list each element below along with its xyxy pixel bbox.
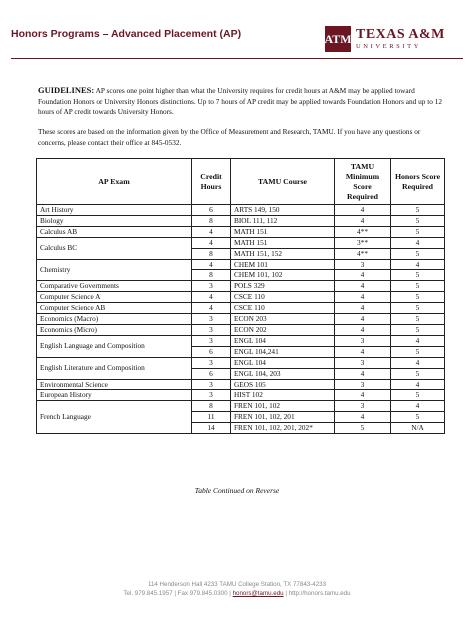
table-row [37,259,445,270]
minimum-score-cell: 4 [335,215,391,226]
table-row [37,314,445,325]
minimum-score-cell: 4** [335,248,391,259]
credit-hours-cell: 3 [192,379,231,390]
honors-score-cell: 5 [391,412,445,423]
guidelines-paragraph [38,85,443,118]
table-row [37,281,445,292]
minimum-score-cell: 4 [335,390,391,401]
ap-exam-cell: Calculus BC [37,237,192,259]
credit-hours-cell: 6 [192,205,231,216]
honors-score-cell: 5 [391,346,445,357]
ap-exam-cell: Chemistry [37,259,192,281]
ap-exam-cell: Computer Science A [37,292,192,303]
minimum-score-cell: 4 [335,346,391,357]
ap-exam-cell: Computer Science AB [37,303,192,314]
tamu-course-cell: ENGL 104 [231,357,335,368]
column-header-credit-hours: Credit Hours [192,159,231,205]
tamu-course-cell: FREN 101, 102, 201, 202* [231,423,335,434]
university-logo [325,24,451,54]
honors-score-cell: 4 [391,259,445,270]
honors-score-cell: 5 [391,303,445,314]
credit-hours-cell: 11 [192,412,231,423]
ap-credit-table [36,158,445,434]
minimum-score-cell: 4 [335,412,391,423]
honors-score-cell: 5 [391,226,445,237]
credit-hours-cell: 4 [192,226,231,237]
tamu-course-cell: CSCE 110 [231,292,335,303]
tamu-course-cell: ECON 203 [231,314,335,325]
ap-exam-cell: English Literature and Composition [37,357,192,379]
table-row [37,303,445,314]
honors-score-cell: 4 [391,335,445,346]
page-title: Honors Programs – Advanced Placement (AP) [11,28,242,40]
credit-hours-cell: 3 [192,357,231,368]
table-body [37,205,445,434]
column-header-minimum-score: TAMU Minimum Score Required [335,159,391,205]
logo-wordmark [356,28,445,51]
tamu-course-cell: CSCE 110 [231,303,335,314]
minimum-score-cell: 4** [335,226,391,237]
tamu-course-cell: CHEM 101 [231,259,335,270]
minimum-score-cell: 4 [335,281,391,292]
table-row [37,205,445,216]
tamu-course-cell: BIOL 111, 112 [231,215,335,226]
column-header-ap-exam: AP Exam [37,159,192,205]
ap-exam-cell: Biology [37,215,192,226]
credit-hours-cell: 6 [192,368,231,379]
honors-score-cell: 5 [391,390,445,401]
tamu-course-cell: CHEM 101, 102 [231,270,335,281]
table-row [37,379,445,390]
guidelines-text: AP scores one point higher than what the University requires for credit hours at A&M may be applied toward Foundation Honors or University Honors distinctions. Up to 7 hours of AP credit may be applied towards Foundation Honors and up to 12 hours of AP credit towards University Honors. [38,86,443,116]
contact-note: These scores are based on the information given by the Office of Measurement and Research, TAMU. If you have any questions or concerns, please contact their office at 845-0532. [38,127,421,147]
logo-mark-icon: ATM [325,26,351,52]
credit-hours-cell: 14 [192,423,231,434]
minimum-score-cell: 3 [335,335,391,346]
table-row [37,237,445,248]
minimum-score-cell: 3 [335,357,391,368]
table-row [37,401,445,412]
table-row [37,357,445,368]
honors-score-cell: 4 [391,401,445,412]
credit-hours-cell: 6 [192,346,231,357]
tamu-course-cell: ENGL 104, 203 [231,368,335,379]
honors-score-cell: 5 [391,281,445,292]
tamu-course-cell: ENGL 104,241 [231,346,335,357]
tamu-course-cell: MATH 151 [231,226,335,237]
footer-phone-fax: Tel. 979.845.1957 | Fax 979.845.0300 | [123,590,233,597]
ap-exam-cell: Comparative Governments [37,281,192,292]
minimum-score-cell: 3** [335,237,391,248]
table-row [37,292,445,303]
minimum-score-cell: 3 [335,401,391,412]
minimum-score-cell: 4 [335,314,391,325]
credit-hours-cell: 3 [192,390,231,401]
honors-score-cell: N/A [391,423,445,434]
tamu-course-cell: GEOS 105 [231,379,335,390]
minimum-score-cell: 3 [335,259,391,270]
ap-exam-cell: Environmental Science [37,379,192,390]
ap-exam-cell: Calculus AB [37,226,192,237]
tamu-course-cell: ECON 202 [231,324,335,335]
column-header-honors-score: Honors Score Required [391,159,445,205]
honors-score-cell: 5 [391,292,445,303]
credit-hours-cell: 4 [192,259,231,270]
credit-hours-cell: 3 [192,281,231,292]
honors-score-cell: 5 [391,324,445,335]
footer-separator: | [283,590,289,597]
footer-email-link[interactable]: honors@tamu.edu [232,590,284,597]
minimum-score-cell: 3 [335,379,391,390]
tamu-course-cell: ENGL 104 [231,335,335,346]
ap-exam-cell: English Language and Composition [37,335,192,357]
table-row [37,335,445,346]
credit-hours-cell: 3 [192,335,231,346]
credit-hours-cell: 8 [192,215,231,226]
tamu-course-cell: HIST 102 [231,390,335,401]
footer-contact [0,590,474,597]
credit-hours-cell: 8 [192,248,231,259]
minimum-score-cell: 4 [335,368,391,379]
honors-score-cell: 5 [391,368,445,379]
table-continued-note: Table Continued on Reverse [194,486,280,495]
minimum-score-cell: 4 [335,303,391,314]
honors-score-cell: 5 [391,270,445,281]
credit-hours-cell: 4 [192,303,231,314]
minimum-score-cell: 5 [335,423,391,434]
honors-score-cell: 5 [391,248,445,259]
minimum-score-cell: 4 [335,324,391,335]
ap-exam-cell: European History [37,390,192,401]
honors-score-cell: 5 [391,205,445,216]
minimum-score-cell: 4 [335,270,391,281]
minimum-score-cell: 4 [335,292,391,303]
header-divider [11,58,463,59]
table-header-row [37,159,445,205]
honors-score-cell: 5 [391,314,445,325]
tamu-course-cell: POLS 329 [231,281,335,292]
honors-score-cell: 5 [391,215,445,226]
credit-hours-cell: 3 [192,314,231,325]
ap-exam-cell: Economics (Macro) [37,314,192,325]
table-row [37,215,445,226]
honors-score-cell: 4 [391,379,445,390]
tamu-course-cell: ARTS 149, 150 [231,205,335,216]
footer-address: 114 Henderson Hall 4233 TAMU College Station, TX 77843-4233 [147,581,327,588]
credit-hours-cell: 8 [192,401,231,412]
ap-exam-cell: Economics (Micro) [37,324,192,335]
logo-top-text: TEXAS A&M [356,26,445,42]
column-header-tamu-course: TAMU Course [231,159,335,205]
ap-exam-cell: Art History [37,205,192,216]
minimum-score-cell: 4 [335,205,391,216]
guidelines-label: GUIDELINES: [38,85,95,95]
credit-hours-cell: 3 [192,324,231,335]
table-row [37,390,445,401]
tamu-course-cell: MATH 151, 152 [231,248,335,259]
tamu-course-cell: FREN 101, 102 [231,401,335,412]
honors-score-cell: 4 [391,357,445,368]
credit-hours-cell: 4 [192,292,231,303]
logo-bottom-text: UNIVERSITY [356,42,421,50]
table-row [37,324,445,335]
honors-score-cell: 4 [391,237,445,248]
ap-exam-cell: French Language [37,401,192,434]
credit-hours-cell: 8 [192,270,231,281]
table-row [37,226,445,237]
tamu-course-cell: FREN 101, 102, 201 [231,412,335,423]
credit-hours-cell: 4 [192,237,231,248]
tamu-course-cell: MATH 151 [231,237,335,248]
footer-website[interactable]: http://honors.tamu.edu [288,590,351,597]
